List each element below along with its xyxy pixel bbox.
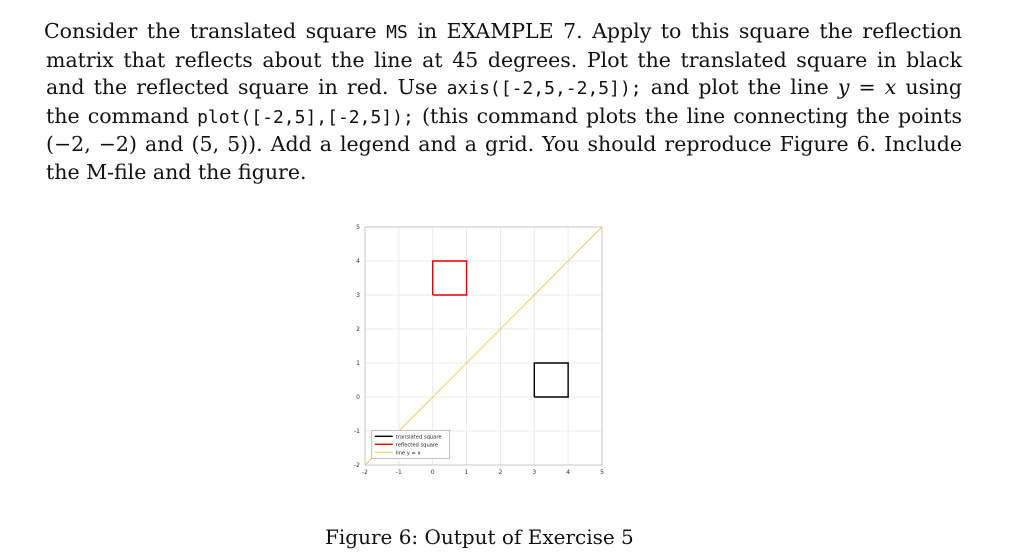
- x-tick-label: 3: [532, 469, 537, 476]
- y-tick-label: -2: [354, 462, 360, 469]
- exercise-text: [14, 18, 962, 186]
- x-tick-label: 0: [430, 469, 435, 476]
- text-run: =: [849, 75, 885, 99]
- x-tick-label: 2: [498, 469, 503, 476]
- code-snippet: plot([-2,5],[-2,5]);: [197, 106, 414, 128]
- x-tick-label: -1: [395, 469, 402, 476]
- y-tick-label: 2: [356, 326, 360, 333]
- y-tick-label: 5: [356, 224, 360, 231]
- code-snippet: axis([-2,5,-2,5]);: [446, 78, 642, 99]
- text-run: in EXAMPLE 7. Apply to this square the reflection matrix that reflects about the line at 45 degrees. Plot the translated square in black and the reflected square in red. Use: [46, 19, 962, 99]
- math-variable: x: [884, 75, 897, 99]
- math-variable: y: [837, 75, 850, 99]
- text-run: and plot the line: [641, 75, 838, 99]
- x-tick-label: 5: [600, 469, 604, 476]
- text-run: using the command: [46, 75, 962, 128]
- text-run: Consider the translated square: [44, 19, 387, 43]
- y-tick-label: 1: [356, 360, 360, 367]
- code-snippet: MS: [386, 22, 408, 43]
- text-run: (this command plots the line connecting the points (−2, −2) and (5, 5)). Add a legend and a grid. You should reproduce Figure 6. Include the M-file and the figure.: [46, 103, 962, 184]
- legend-label: line y = x: [395, 450, 421, 457]
- y-tick-label: -1: [354, 428, 360, 435]
- x-tick-label: -2: [362, 469, 368, 476]
- x-tick-label: 4: [566, 469, 571, 476]
- y-tick-label: 3: [356, 292, 360, 299]
- legend-label: reflected square: [395, 442, 439, 449]
- figure-chart: [330, 215, 630, 485]
- exercise-5: [14, 18, 962, 186]
- figure-6: [330, 215, 630, 485]
- legend-label: translated square: [395, 434, 442, 441]
- x-tick-label: 1: [464, 469, 469, 476]
- figure-caption: Figure 6: Output of Exercise 5: [325, 525, 634, 549]
- y-tick-label: 0: [356, 394, 360, 401]
- y-tick-label: 4: [356, 258, 360, 265]
- exercise-number: [14, 18, 44, 46]
